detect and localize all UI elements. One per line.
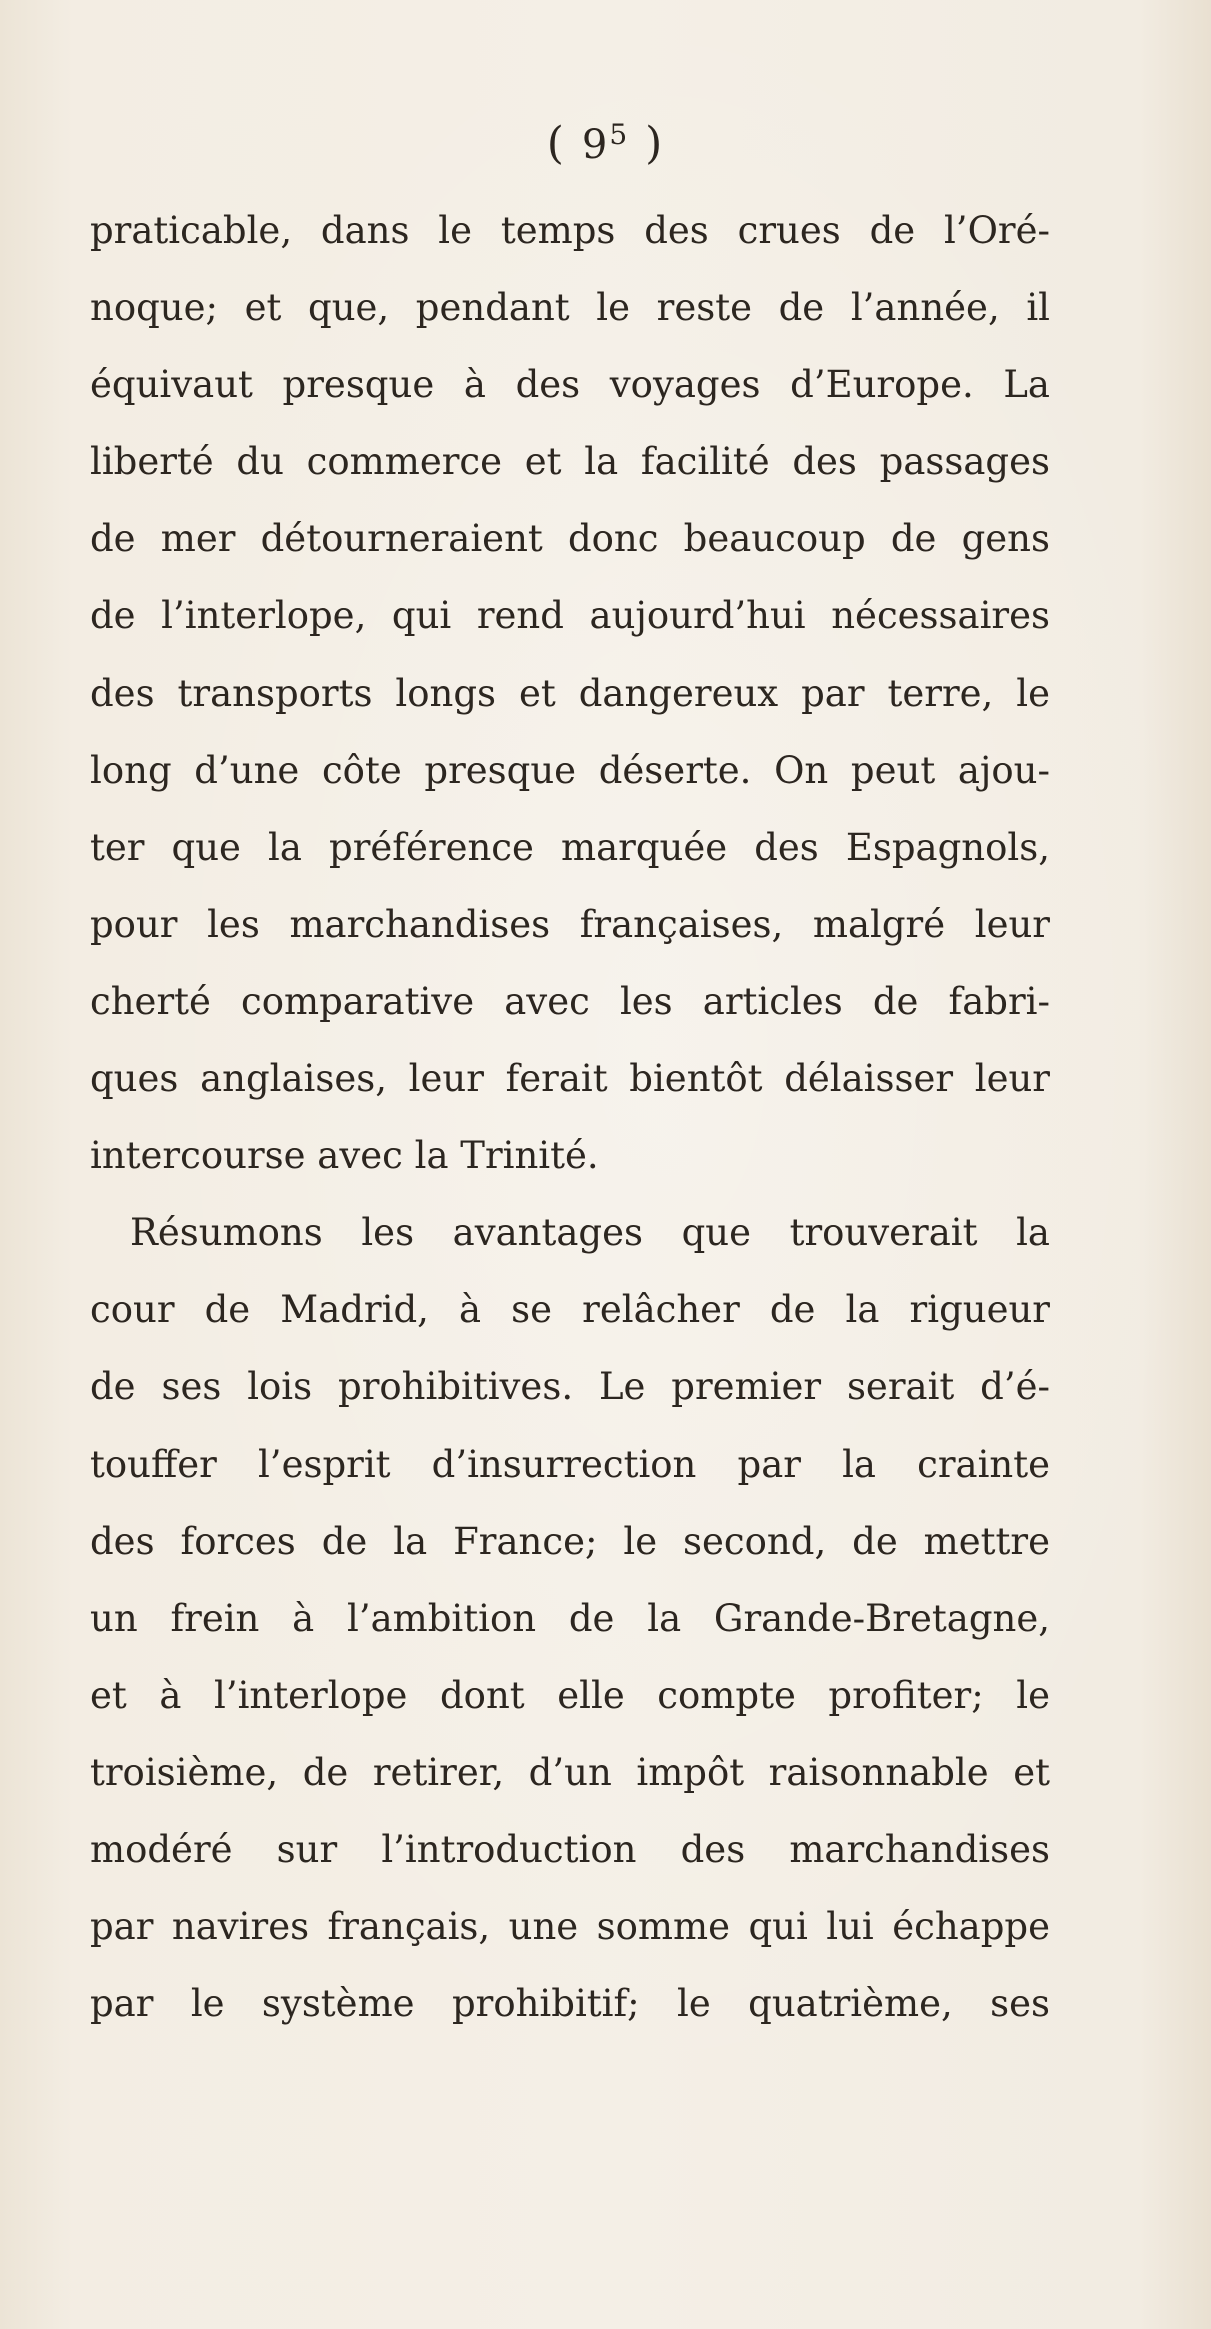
- text-line: noque; et que, pendant le reste de l’année, il: [90, 286, 1050, 330]
- text-line: par navires français, une somme qui lui échappe: [90, 1905, 1050, 1949]
- paragraph-start-line: Résumons les avantages que trouverait la: [130, 1211, 1050, 1255]
- text-line: long d’une côte presque déserte. On peut ajou-: [90, 748, 1050, 792]
- text-line: pour les marchandises françaises, malgré leur: [90, 902, 1050, 946]
- text-line: modéré sur l’introduction des marchandises: [90, 1827, 1050, 1871]
- page-number: [0, 118, 1211, 169]
- body-text: [90, 192, 1050, 2042]
- text-line: de l’interlope, qui rend aujourd’hui nécessaires: [90, 594, 1050, 638]
- text-line: ques anglaises, leur ferait bientôt délaisser leur: [90, 1057, 1050, 1101]
- paragraph-end-line: intercourse avec la Trinité.: [90, 1134, 599, 1178]
- text-line: des transports longs et dangereux par terre, le: [90, 671, 1050, 715]
- text-line: touffer l’esprit d’insurrection par la crainte: [90, 1442, 1050, 1486]
- text-line: par le système prohibitif; le quatrième, ses: [90, 1982, 1050, 2026]
- page-number-superscript: 5: [609, 118, 630, 151]
- text-line: cour de Madrid, à se relâcher de la rigueur: [90, 1288, 1050, 1332]
- text-line: équivaut presque à des voyages d’Europe. La: [90, 363, 1050, 407]
- text-line: et à l’interlope dont elle compte profiter; le: [90, 1673, 1050, 1717]
- text-line: de ses lois prohibitives. Le premier serait d’é-: [90, 1365, 1050, 1409]
- text-line: des forces de la France; le second, de mettre: [90, 1519, 1050, 1563]
- page-number-digit: 9: [581, 122, 610, 168]
- text-line: un frein à l’ambition de la Grande-Bretagne,: [90, 1596, 1050, 1640]
- text-line: ter que la préférence marquée des Espagnols,: [90, 825, 1050, 869]
- page-number-open-paren: (: [546, 118, 566, 169]
- text-line: liberté du commerce et la facilité des passages: [90, 440, 1050, 484]
- text-line: de mer détourneraient donc beaucoup de gens: [90, 517, 1050, 561]
- page-number-close-paren: ): [645, 118, 665, 169]
- text-line: troisième, de retirer, d’un impôt raisonnable et: [90, 1750, 1050, 1794]
- text-line: praticable, dans le temps des crues de l’Oré-: [90, 209, 1050, 252]
- text-line: cherté comparative avec les articles de fabri-: [90, 979, 1050, 1023]
